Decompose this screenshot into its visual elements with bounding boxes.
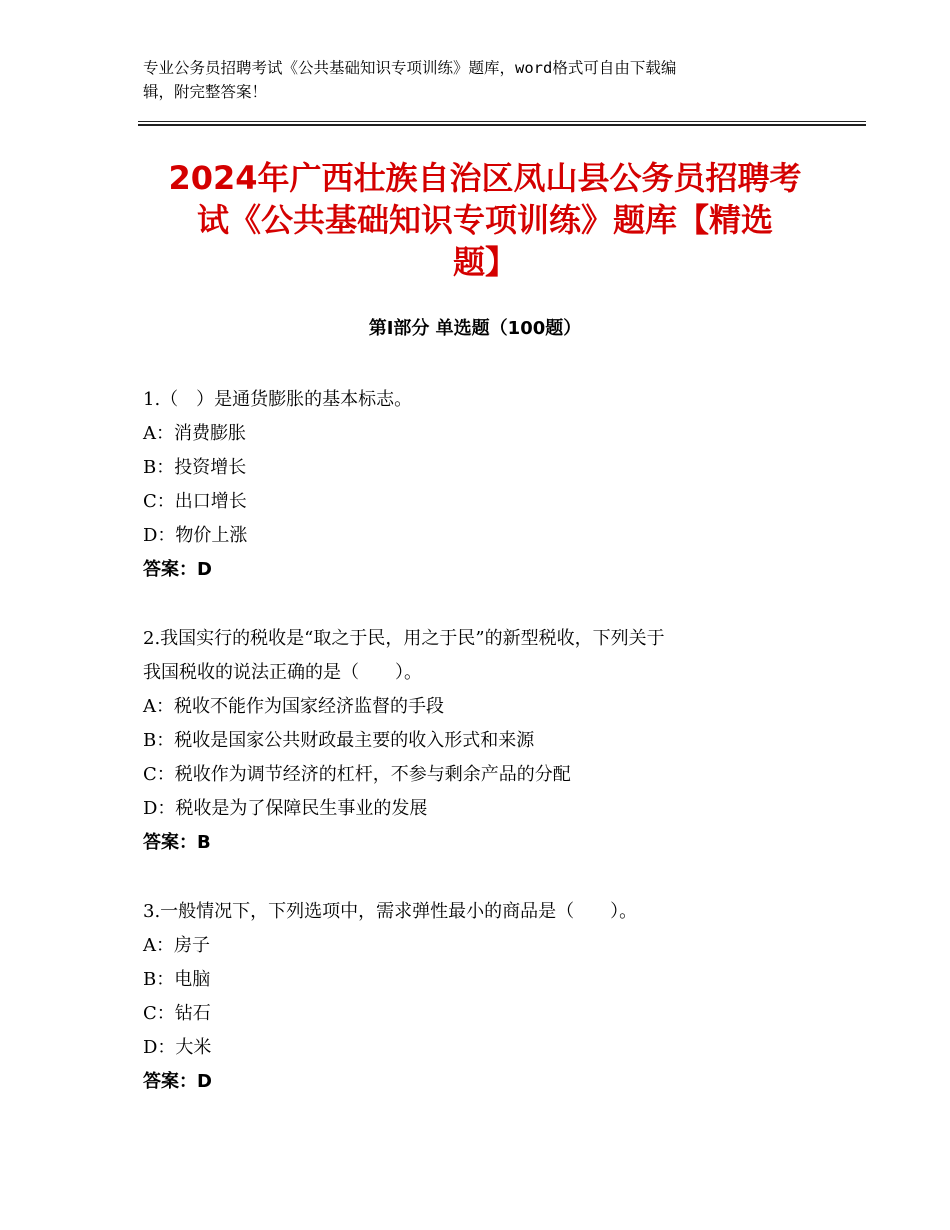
question-1-answer: 答案：D <box>143 559 212 580</box>
header-note-line-2: 辑，附完整答案！ <box>143 83 268 101</box>
question-3-option-d: D：大米 <box>143 1037 212 1058</box>
question-2-option-b: B：税收是国家公共财政最主要的收入形式和来源 <box>143 730 535 751</box>
question-2-text-line-1: 2.我国实行的税收是“取之于民，用之于民”的新型税收，下列关于 <box>143 628 665 649</box>
question-3-option-c: C：钻石 <box>143 1003 211 1024</box>
question-2-option-d: D：税收是为了保障民生事业的发展 <box>143 798 428 819</box>
question-3-option-b: B：电脑 <box>143 969 211 990</box>
header-note-line-1: 专业公务员招聘考试《公共基础知识专项训练》题库，word格式可自由下载编 <box>143 59 677 77</box>
question-1-option-b: B：投资增长 <box>143 457 247 478</box>
title-line-2: 试《公共基础知识专项训练》题库【精选 <box>196 201 773 239</box>
question-2-answer: 答案：B <box>143 832 211 853</box>
question-2-text-line-2: 我国税收的说法正确的是（ ）。 <box>143 662 422 683</box>
header-rule-top <box>138 121 866 122</box>
question-1-option-a: A：消费膨胀 <box>143 423 246 444</box>
header-note <box>143 56 793 104</box>
question-3-answer: 答案：D <box>143 1071 212 1092</box>
question-1-text: 1.（ ）是通货膨胀的基本标志。 <box>143 389 413 410</box>
question-1-option-c: C：出口增长 <box>143 491 247 512</box>
question-2-option-c: C：税收作为调节经济的杠杆，不参与剩余产品的分配 <box>143 764 571 785</box>
question-3-option-a: A：房子 <box>143 935 210 956</box>
section-heading: 第Ⅰ部分 单选题（100题） <box>368 318 582 339</box>
title-line-1: 2024年广西壮族自治区凤山县公务员招聘考 <box>168 159 802 197</box>
question-1-option-d: D：物价上涨 <box>143 525 248 546</box>
header-rule-bottom <box>138 124 866 126</box>
question-3-text: 3.一般情况下，下列选项中，需求弹性最小的商品是（ ）。 <box>143 901 638 922</box>
document-title <box>120 157 850 283</box>
title-line-3: 题】 <box>452 243 517 281</box>
question-2-option-a: A：税收不能作为国家经济监督的手段 <box>143 696 444 717</box>
